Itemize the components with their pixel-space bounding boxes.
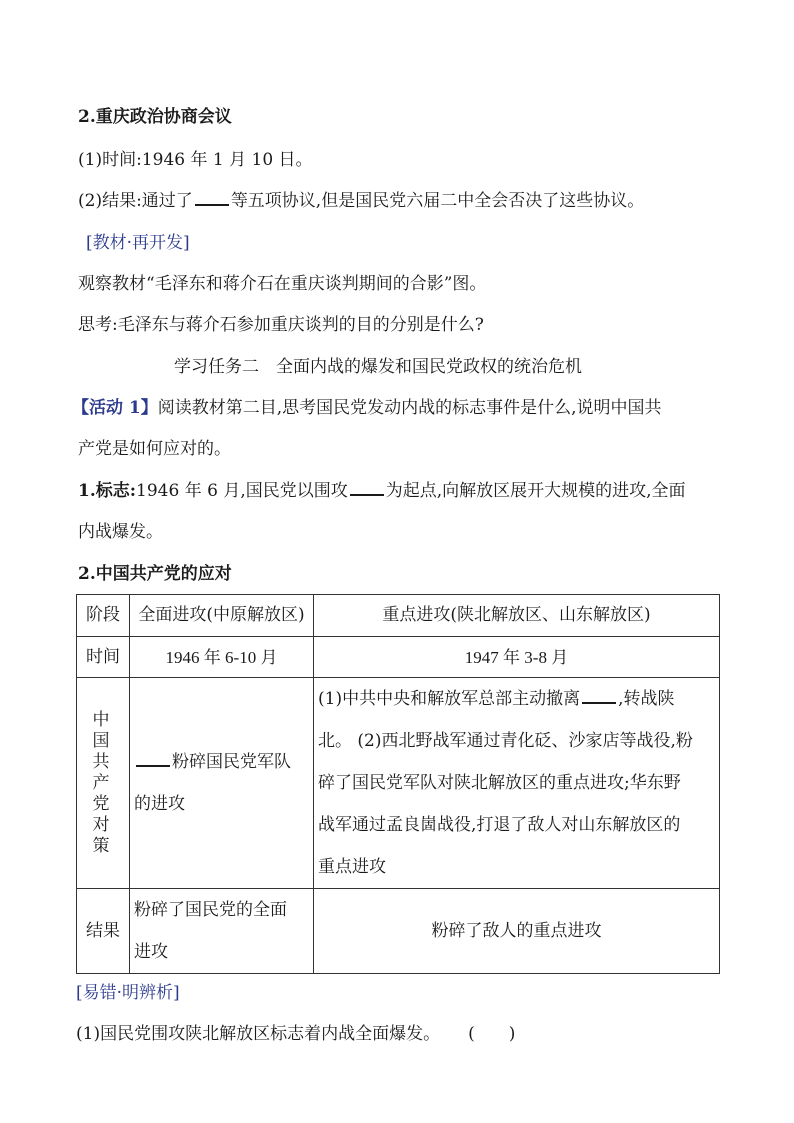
table-row-result: [77, 889, 720, 974]
policy-key-line-1: [318, 678, 715, 720]
sign-text-b: 为起点,向解放区展开大规模的进攻,全面: [385, 481, 686, 501]
sign-line-1: [78, 480, 686, 502]
judge-statement: (1)国民党围攻陕北解放区标志着内战全面爆发。: [76, 1024, 441, 1044]
observe-instruction: 观察教材“毛泽东和蒋介石在重庆谈判期间的合影”图。: [78, 274, 487, 294]
policy-full-line-2: 的进攻: [134, 794, 185, 814]
textbook-tag: [教材·再开发]: [86, 233, 190, 253]
judge-answer-paren[interactable]: ( ): [468, 1024, 516, 1044]
policy-key-offensive: [314, 678, 720, 889]
row-label-result: 结果: [77, 889, 130, 974]
table-header-row: [77, 595, 720, 637]
policy-label-char: 共 产: [92, 751, 120, 793]
section-title-chongqing: 2.重庆政治协商会议: [78, 107, 232, 127]
policy-full-offensive: [130, 678, 314, 889]
result-full-line-1: 粉碎了国民党的全面: [134, 900, 287, 920]
policy-full-text-a: 粉碎国民党军队: [172, 752, 291, 772]
time-key-offensive: 1947 年 3-8 月: [314, 637, 720, 678]
activity-line-2: 产党是如何应对的。: [78, 439, 231, 459]
sign-text-a: 1946 年 6 月,国民党以围攻: [136, 481, 348, 501]
result-prefix: (2)结果:通过了: [78, 191, 193, 211]
header-key-offensive: 重点进攻(陕北解放区、山东解放区): [314, 595, 720, 637]
sign-label: 1.标志:: [78, 481, 137, 501]
activity-tag: 【活动 1】: [72, 398, 158, 418]
table-row-time: [77, 637, 720, 678]
policy-label-char: 策: [92, 835, 120, 856]
policy-label-char: 党 对: [92, 793, 120, 835]
policy-key-line-4: 战军通过孟良崮战役,打退了敌人对山东解放区的: [318, 815, 681, 835]
result-full-line-2: 进攻: [134, 942, 168, 962]
table-row-policy: [77, 678, 720, 889]
row-label-time: 时间: [77, 637, 130, 678]
error-tag: [易错·明辨析]: [76, 983, 180, 1003]
meeting-time: (1)时间:1946 年 1 月 10 日。: [78, 150, 313, 170]
result-key-offensive: 粉碎了敌人的重点进攻: [314, 889, 720, 974]
response-table: [76, 594, 720, 974]
policy-key-line-5: 重点进攻: [318, 857, 386, 877]
policy-key-text-1a: (1)中共中央和解放军总部主动撤离: [318, 689, 581, 709]
fill-blank-evacuate[interactable]: [582, 688, 616, 704]
fill-blank-attack-target[interactable]: [350, 480, 384, 496]
think-question: 思考:毛泽东与蒋介石参加重庆谈判的目的分别是什么?: [78, 315, 484, 335]
policy-key-line-3: 碎了国民党军队对陕北解放区的重点进攻;华东野: [318, 773, 681, 793]
judge-line-1: [76, 1023, 515, 1045]
fill-blank-policy[interactable]: [136, 751, 170, 767]
policy-key-text-1b: ,转战陕: [618, 689, 675, 709]
header-stage: 阶段: [77, 595, 130, 637]
header-full-offensive: 全面进攻(中原解放区): [130, 595, 314, 637]
activity-line-1: [72, 397, 662, 419]
policy-key-line-2: 北。 (2)西北野战军通过青化砭、沙家店等战役,粉: [318, 731, 693, 751]
task-title: 学习任务二 全面内战的爆发和国民党政权的统治危机: [174, 357, 582, 377]
meeting-result: [78, 190, 644, 212]
fill-blank-agreement[interactable]: [195, 190, 229, 206]
policy-label-char: 中 国: [92, 709, 120, 751]
row-label-policy: [77, 678, 130, 889]
time-full-offensive: 1946 年 6-10 月: [130, 637, 314, 678]
policy-full-line-1: [134, 741, 309, 783]
result-full-offensive: [130, 889, 314, 974]
response-title: 2.中国共产党的应对: [78, 564, 232, 584]
sign-line-2: 内战爆发。: [78, 522, 163, 542]
result-suffix: 等五项协议,但是国民党六届二中全会否决了这些协议。: [230, 191, 645, 211]
activity-text-1: 阅读教材第二目,思考国民党发动内战的标志事件是什么,说明中国共: [157, 398, 662, 418]
